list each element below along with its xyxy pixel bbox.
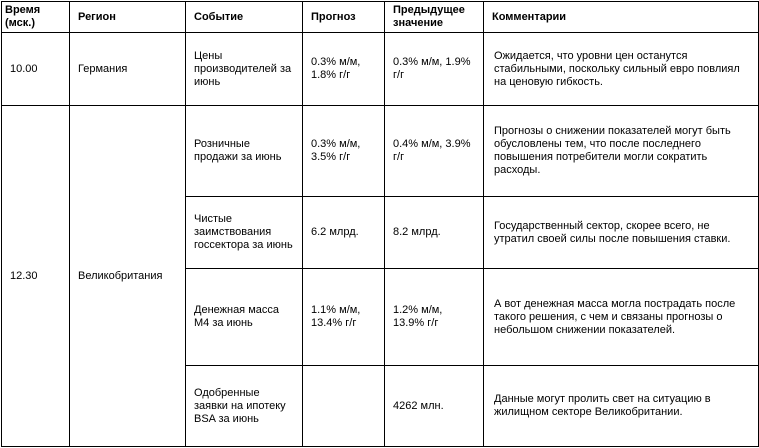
comment-cell: Ожидается, что уровни цен останутся стабильными, поскольку сильный евро повлиял на ценовую гибкость. xyxy=(484,33,759,106)
header-time: Время (мск.) xyxy=(2,2,70,33)
header-row xyxy=(2,2,759,33)
header-region: Регион xyxy=(70,2,186,33)
forecast-cell: 0.3% м/м, 3.5% г/г xyxy=(303,106,385,197)
event-cell: Денежная масса М4 за июнь xyxy=(186,269,303,366)
header-previous: Предыдущее значение xyxy=(385,2,484,33)
forecast-cell xyxy=(303,366,385,447)
forecast-cell: 0.3% м/м, 1.8% г/г xyxy=(303,33,385,106)
event-cell: Одобренные заявки на ипотеку BSA за июнь xyxy=(186,366,303,447)
comment-cell: А вот денежная масса могла пострадать после такого решения, с чем и связаны прогнозы о небольшом снижении показателей. xyxy=(484,269,759,366)
comment-cell: Государственный сектор, скорее всего, не утратил своей силы после повышения ставки. xyxy=(484,197,759,269)
table-row xyxy=(2,106,759,197)
previous-cell: 0.4% м/м, 3.9% г/г xyxy=(385,106,484,197)
previous-cell: 0.3% м/м, 1.9% г/г xyxy=(385,33,484,106)
table-row xyxy=(2,33,759,106)
event-cell: Розничные продажи за июнь xyxy=(186,106,303,197)
comment-cell: Данные могут пролить свет на ситуацию в жилищном секторе Великобритании. xyxy=(484,366,759,447)
previous-cell: 8.2 млрд. xyxy=(385,197,484,269)
time-cell: 10.00 xyxy=(2,33,70,106)
header-event: Событие xyxy=(186,2,303,33)
time-cell: 12.30 xyxy=(2,106,70,447)
region-cell: Германия xyxy=(70,33,186,106)
event-cell: Цены производителей за июнь xyxy=(186,33,303,106)
previous-cell: 1.2% м/м, 13.9% г/г xyxy=(385,269,484,366)
header-comments: Комментарии xyxy=(484,2,759,33)
previous-cell: 4262 млн. xyxy=(385,366,484,447)
comment-cell: Прогнозы о снижении показателей могут быть обусловлены тем, что после последнего повышения потребители могли сократить расходы. xyxy=(484,106,759,197)
header-forecast: Прогноз xyxy=(303,2,385,33)
region-cell: Великобритания xyxy=(70,106,186,447)
event-cell: Чистые заимствования госсектора за июнь xyxy=(186,197,303,269)
economic-calendar-table xyxy=(1,1,759,447)
forecast-cell: 1.1% м/м, 13.4% г/г xyxy=(303,269,385,366)
forecast-cell: 6.2 млрд. xyxy=(303,197,385,269)
